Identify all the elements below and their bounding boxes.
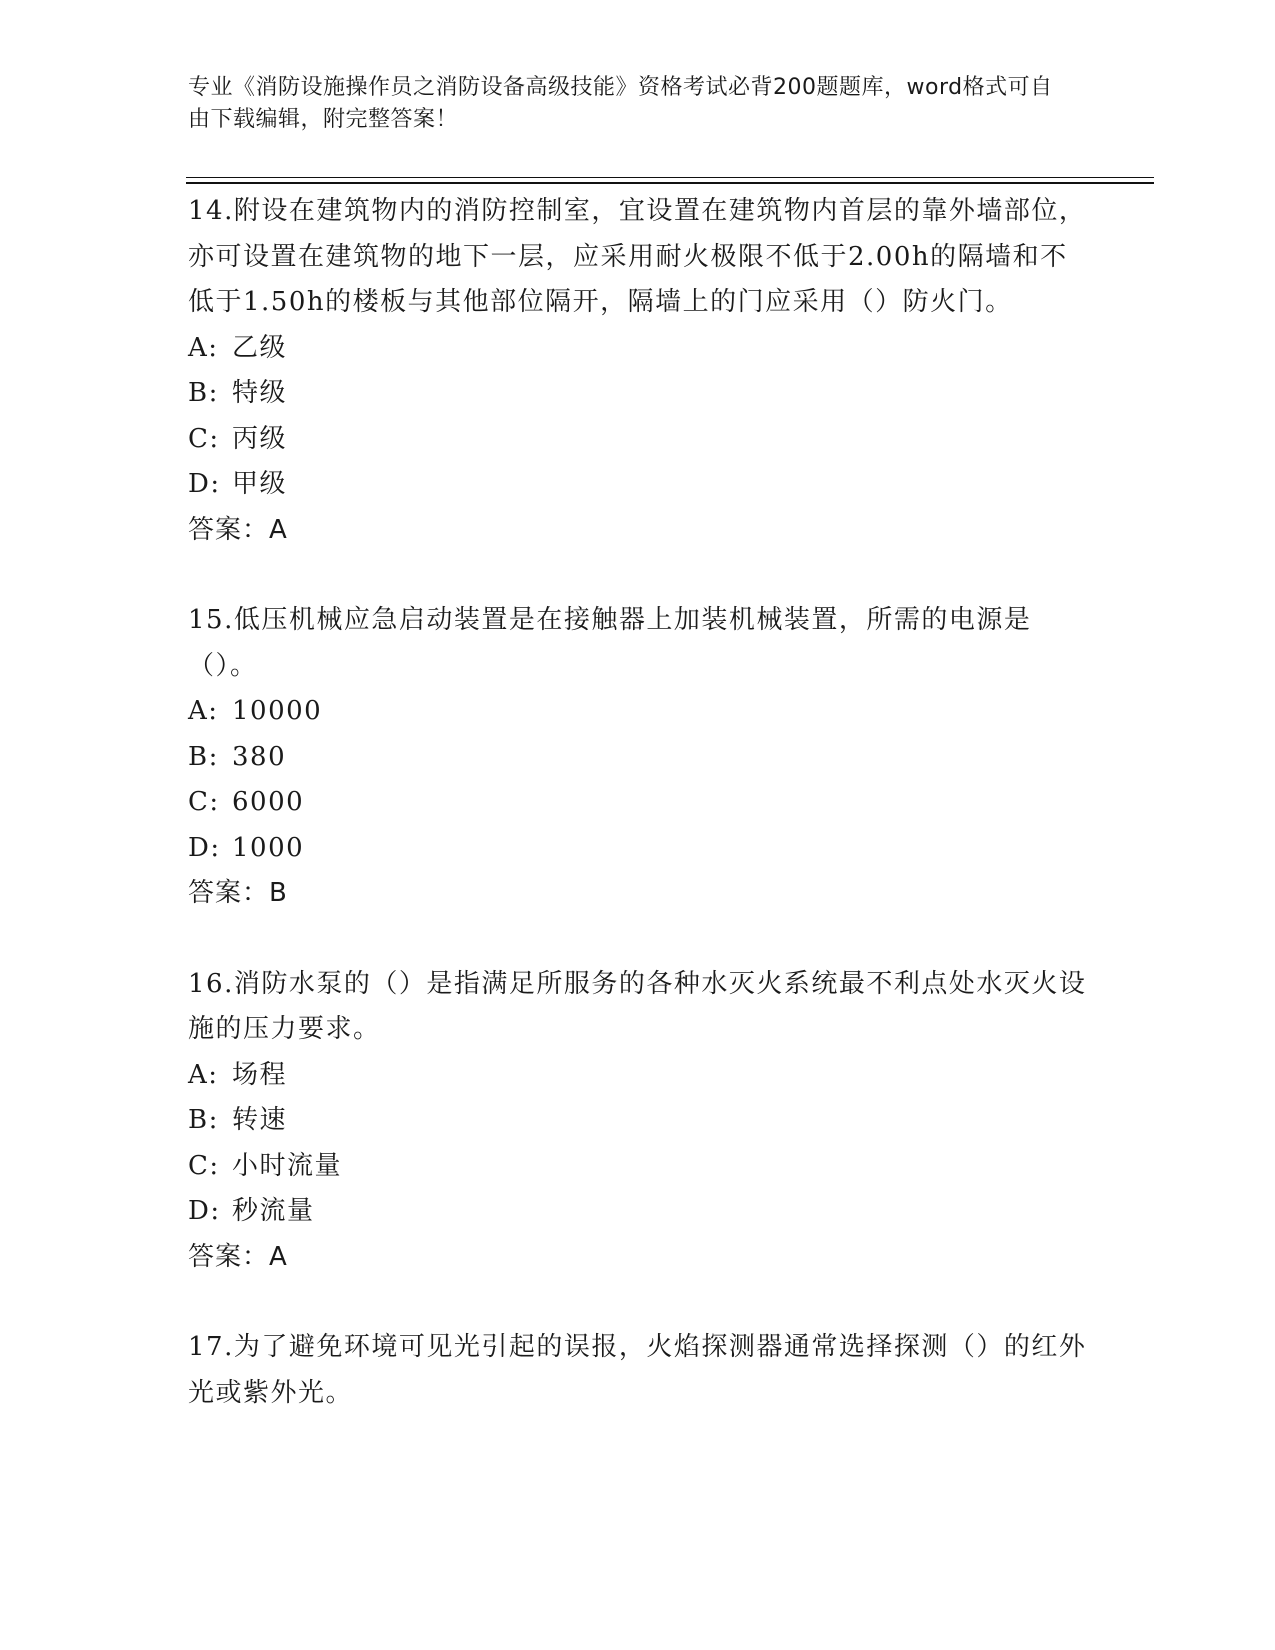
answer-line: 答案：B bbox=[188, 878, 288, 908]
document-header: 专业《消防设施操作员之消防设备高级技能》资格考试必背200题题库，word格式可自由下载编辑，附完整答案！ bbox=[188, 75, 1053, 132]
option-label: B: bbox=[188, 741, 219, 772]
question-stem: 16.消防水泵的（）是指满足所服务的各种水灭火系统最不利点处水灭火设施的压力要求。 bbox=[188, 968, 1087, 1044]
option-b bbox=[188, 371, 1088, 417]
question-14 bbox=[188, 189, 1088, 553]
option-label: A: bbox=[188, 1059, 219, 1090]
option-a bbox=[188, 326, 1088, 372]
option-text: 小时流量 bbox=[232, 1150, 343, 1181]
option-label: D: bbox=[188, 1196, 221, 1226]
option-text: 380 bbox=[232, 741, 287, 772]
option-text: 特级 bbox=[232, 378, 288, 408]
answer-line: 答案：A bbox=[188, 514, 288, 545]
option-label: C: bbox=[188, 1150, 220, 1181]
question-stem: 14.附设在建筑物内的消防控制室，宜设置在建筑物内首层的靠外墙部位，亦可设置在建筑物的地下一层，应采用耐火极限不低于2.00h的隔墙和不低于1.50h的楼板与其他部位隔开，隔墙上的门应采用（）防火门。 bbox=[188, 196, 1087, 317]
header-divider-thick bbox=[186, 182, 1154, 184]
option-text: 丙级 bbox=[232, 423, 288, 454]
option-label: D: bbox=[188, 469, 221, 499]
question-stem: 15.低压机械应急启动装置是在接触器上加装机械装置，所需的电源是（）。 bbox=[188, 605, 1032, 681]
option-label: B: bbox=[188, 378, 219, 408]
option-text: 6000 bbox=[232, 787, 305, 817]
option-label: D: bbox=[188, 832, 221, 863]
question-17 bbox=[188, 1325, 1088, 1416]
option-label: C: bbox=[188, 787, 220, 817]
option-text: 10000 bbox=[232, 696, 323, 726]
option-d bbox=[188, 462, 1088, 508]
option-b bbox=[188, 735, 1088, 781]
option-label: A: bbox=[188, 696, 219, 726]
option-text: 1000 bbox=[232, 832, 305, 863]
option-a bbox=[188, 1053, 1088, 1099]
option-text: 甲级 bbox=[232, 469, 288, 499]
option-b bbox=[188, 1098, 1088, 1144]
question-16 bbox=[188, 962, 1088, 1281]
option-text: 场程 bbox=[232, 1059, 288, 1090]
option-c bbox=[188, 1144, 1088, 1190]
option-label: B: bbox=[188, 1105, 219, 1135]
option-a bbox=[188, 689, 1088, 735]
option-d bbox=[188, 1189, 1088, 1235]
option-label: A: bbox=[188, 332, 219, 363]
answer-line: 答案：A bbox=[188, 1241, 288, 1272]
header-divider-thin bbox=[186, 177, 1154, 178]
question-stem: 17.为了避免环境可见光引起的误报，火焰探测器通常选择探测（）的红外光或紫外光。 bbox=[188, 1332, 1087, 1408]
option-c bbox=[188, 417, 1088, 463]
option-text: 乙级 bbox=[232, 332, 288, 363]
option-label: C: bbox=[188, 423, 220, 454]
option-d bbox=[188, 826, 1088, 872]
option-c bbox=[188, 780, 1088, 826]
option-text: 转速 bbox=[232, 1105, 288, 1135]
question-list bbox=[188, 189, 1088, 1461]
question-15 bbox=[188, 598, 1088, 917]
option-text: 秒流量 bbox=[232, 1196, 315, 1226]
